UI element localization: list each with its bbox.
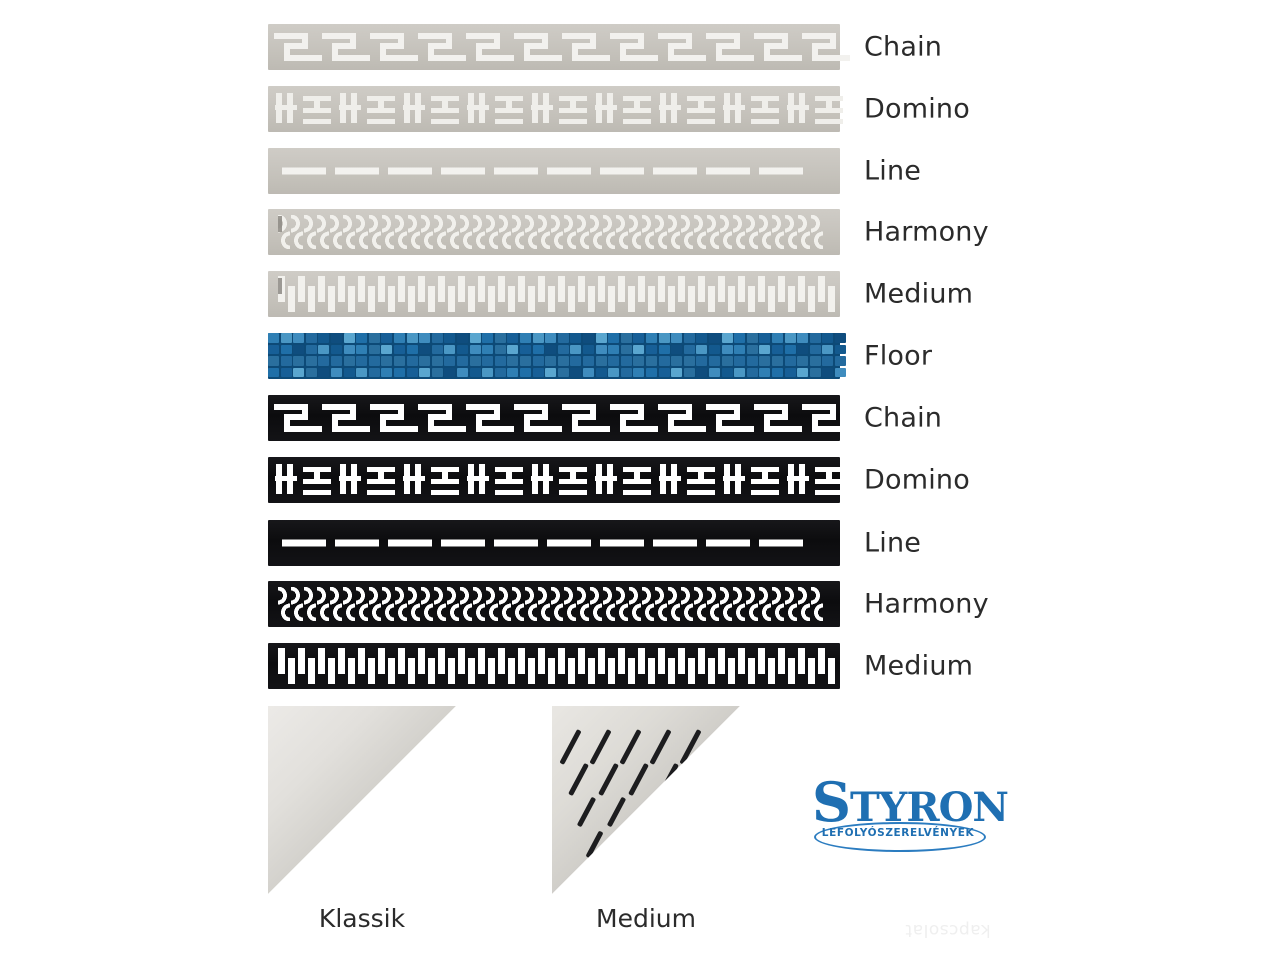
grate-row-label: Harmony xyxy=(864,588,989,620)
plate-slot xyxy=(598,763,619,796)
sample-tile-caption: Medium xyxy=(596,904,696,933)
chain-pattern xyxy=(274,404,834,432)
plate-slot xyxy=(559,729,581,765)
grate-bar-line-light xyxy=(268,148,840,194)
sample-photo xyxy=(552,706,740,894)
grate-row-label: Medium xyxy=(864,278,974,310)
sample-tile-klassik xyxy=(268,706,456,933)
plate-slot xyxy=(628,763,649,796)
grate-bar-medium-dark xyxy=(268,643,840,689)
logo-tagline: LEFOLYÓSZERELVÉNYEK xyxy=(821,827,975,839)
grate-bar-harmony-dark xyxy=(268,581,840,627)
styron-logo xyxy=(812,770,1008,848)
harmony-pattern xyxy=(278,587,832,621)
sample-tile-caption: Klassik xyxy=(318,904,406,933)
line-pattern xyxy=(282,168,826,175)
end-cap-marker xyxy=(278,278,282,294)
plate-slot xyxy=(577,797,596,828)
sample-tile-medium xyxy=(552,706,740,933)
plate-slot xyxy=(568,763,589,796)
grate-bar-harmony-light xyxy=(268,209,840,255)
grate-row-label: Floor xyxy=(864,340,933,372)
grate-bar-line-dark xyxy=(268,520,840,566)
watermark-text: kapcsolat xyxy=(905,920,991,940)
sample-photo xyxy=(268,706,456,894)
grate-bar-domino-light xyxy=(268,86,840,132)
end-cap-marker xyxy=(278,216,282,232)
domino-pattern xyxy=(274,464,834,496)
grate-bar-floor-light xyxy=(268,333,840,379)
plate-slot xyxy=(649,729,671,765)
plate-slot xyxy=(589,729,611,765)
plate-slot xyxy=(619,729,641,765)
grate-row-label: Domino xyxy=(864,93,970,125)
logo-rest: TYRON xyxy=(850,784,1008,831)
domino-pattern xyxy=(274,93,834,125)
line-pattern xyxy=(282,540,826,547)
grate-row-label: Domino xyxy=(864,464,970,496)
grate-row-label: Line xyxy=(864,527,922,559)
grate-row-label: Harmony xyxy=(864,216,989,248)
chain-pattern xyxy=(274,33,834,61)
logo-initial: S xyxy=(812,770,850,834)
grate-row-label: Line xyxy=(864,155,922,187)
grate-bar-domino-dark xyxy=(268,457,840,503)
grate-bar-chain-dark xyxy=(268,395,840,441)
grate-bar-chain-light xyxy=(268,24,840,70)
grate-row-label: Chain xyxy=(864,402,943,434)
medium-pattern xyxy=(278,648,832,684)
grate-bar-medium-light xyxy=(268,271,840,317)
medium-pattern xyxy=(278,276,832,312)
harmony-pattern xyxy=(278,215,832,249)
grate-row-label: Chain xyxy=(864,31,943,63)
grate-row-label: Medium xyxy=(864,650,974,682)
floor-mosaic-pattern xyxy=(268,333,840,379)
